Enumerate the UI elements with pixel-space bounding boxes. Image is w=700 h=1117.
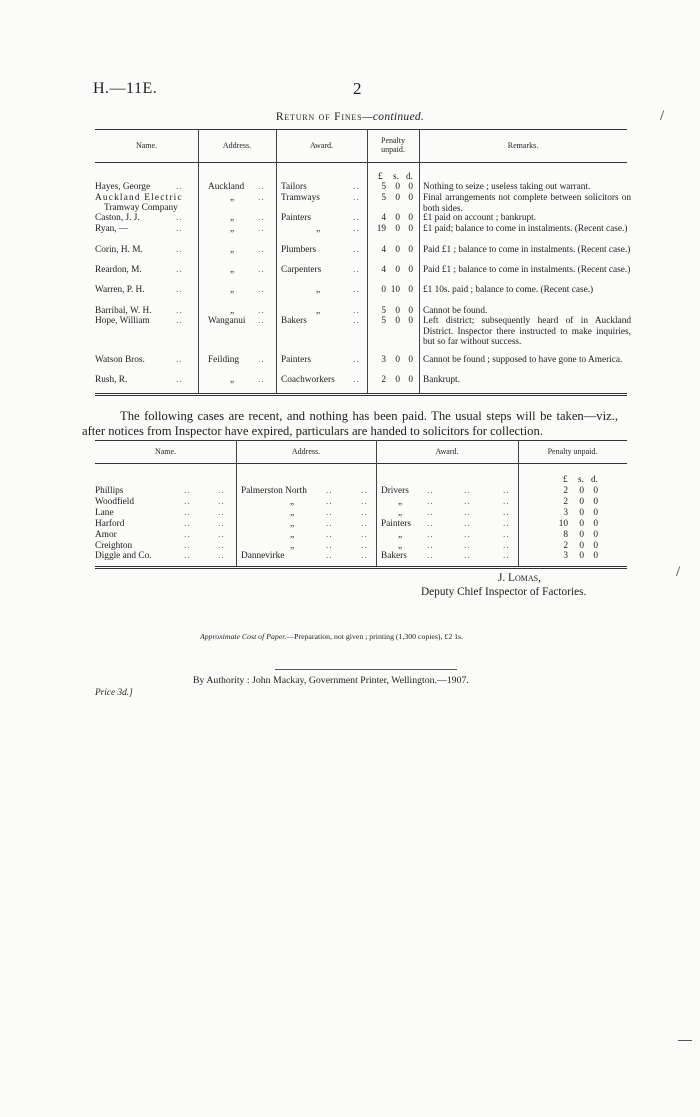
leader-dots: .. [218,529,225,540]
signatory-name [498,572,541,584]
fine-award: Plumbers [281,245,317,255]
leader-dots: .. [176,213,183,223]
fine-remarks: Cannot be found. [423,306,488,316]
penalty-shillings: 0 [395,182,400,192]
leader-dots: .. [184,486,191,496]
fine-name: Auckland Electric [95,193,183,203]
penalty-pence: 0 [408,316,413,326]
penalty-shillings: 0 [395,375,400,385]
fine-remarks: Cannot be found ; supposed to have gone to America. [423,355,623,365]
column-header-address: Address. [291,447,321,456]
fine-name: Corin, H. M. [95,245,143,255]
leader-dots: .. [353,182,360,192]
fine-remarks: £1 paid; balance to come in instalments. (Recent case.) [423,224,628,234]
penalty-pounds: 10 [558,518,568,529]
leader-dots: .. [176,224,183,234]
penalty-pence: 0 [408,375,413,385]
currency-pence: d. [406,172,413,182]
leader-dots: .. [427,540,434,551]
fine-award: Bakers [281,316,307,326]
column-header-name: Name. [154,447,177,456]
case-name: Creighton [95,540,133,551]
fine-name: Barribal, W. H. [95,306,152,316]
leader-dots: .. [258,245,265,255]
case-address: „ [290,540,295,551]
leader-dots: .. [258,306,265,316]
leader-dots: .. [361,486,368,496]
fine-remarks: Bankrupt. [423,375,460,385]
penalty-pounds: 8 [563,529,568,540]
penalty-header-line2: unpaid. [381,145,405,154]
case-address: „ [290,529,295,540]
page-title [0,111,700,123]
leader-dots: .. [464,518,471,529]
penalty-shillings: 0 [579,551,584,562]
fine-remarks: Nothing to seize ; useless taking out warrant. [423,182,591,192]
column-header-award: Award. [309,141,334,150]
leader-dots: .. [176,265,183,275]
leader-dots: .. [218,540,225,551]
leader-dots: .. [176,316,183,326]
penalty-shillings: 0 [395,355,400,365]
penalty-pounds: 19 [376,224,386,234]
column-header-penalty [367,136,419,154]
penalty-shillings: 0 [579,496,584,507]
fine-remarks: Paid £1 ; balance to come in instalments. (Recent case.) [423,265,631,275]
penalty-pounds: 4 [381,213,386,223]
currency-pounds: £ [563,475,568,485]
penalty-pence: 0 [593,496,598,507]
leader-dots: .. [184,518,191,529]
fine-address: „ [230,245,235,255]
penalty-shillings: 0 [395,265,400,275]
leader-dots: .. [503,507,510,518]
leader-dots: .. [464,496,471,507]
leader-dots: .. [353,224,360,234]
column-divider [419,129,420,393]
fine-award: „ [316,224,321,234]
cases-paragraph: The following cases are recent, and nothing has been paid. The usual steps will be taken—viz., after notices from Inspector have expired, particulars are handed to solicitors for collection. [82,409,618,438]
leader-dots: .. [258,182,265,192]
penalty-pounds: 5 [381,182,386,192]
penalty-pence: 0 [593,486,598,496]
table2-bottom-rule [95,566,627,567]
case-address: Palmerston North [241,486,307,496]
fine-award: Tramways [281,193,320,203]
cost-label: Approximate Cost of Paper. [200,632,287,641]
penalty-pounds: 3 [563,551,568,562]
leader-dots: .. [258,193,265,203]
case-name: Woodfield [95,496,135,507]
leader-dots: .. [361,529,368,540]
fine-name: Hope, William [95,316,150,326]
case-name: Phillips [95,486,124,496]
fine-remarks: Paid £1 ; balance to come in instalments. (Recent case.) [423,245,631,255]
leader-dots: .. [361,551,368,562]
penalty-pence: 0 [593,529,598,540]
leader-dots: .. [184,507,191,518]
leader-dots: .. [464,486,471,496]
leader-dots: .. [353,375,360,385]
fine-name: Ryan, — [95,224,129,234]
printer-authority: By Authority : John Mackay, Government Printer, Wellington.—1907. [193,675,469,686]
penalty-shillings: 0 [395,224,400,234]
leader-dots: .. [361,507,368,518]
penalty-shillings: 0 [579,507,584,518]
penalty-shillings: 0 [395,245,400,255]
penalty-pence: 0 [593,518,598,529]
fine-award: „ [316,285,321,295]
penalty-pence: 0 [408,245,413,255]
page-number: 2 [353,79,362,98]
leader-dots: .. [353,265,360,275]
fine-address: Wanganui [208,316,246,326]
leader-dots: .. [258,213,265,223]
fine-name: Warren, P. H. [95,285,145,295]
fine-address: „ [230,224,235,234]
leader-dots: .. [176,245,183,255]
fine-name: Watson Bros. [95,355,145,365]
document-reference: H.—11E. [93,80,158,97]
penalty-pence: 0 [408,224,413,234]
price: Price 3d.] [95,688,133,698]
leader-dots: .. [353,245,360,255]
penalty-pence: 0 [408,306,413,316]
fine-address: „ [230,213,235,223]
leader-dots: .. [353,316,360,326]
cost-of-paper [200,632,463,641]
leader-dots: .. [218,551,225,562]
edge-mark [678,1040,692,1041]
margin-mark: / [676,564,681,580]
leader-dots: .. [218,486,225,496]
leader-dots: .. [326,496,333,507]
column-header-address: Address. [222,141,252,150]
leader-dots: .. [353,285,360,295]
leader-dots: .. [353,213,360,223]
table-bottom-rule-double [95,395,627,396]
leader-dots: .. [503,540,510,551]
fine-remarks: Left district; subsequently heard of in Auckland District. Inspector there instructed to make inquiries, but so far without success. [423,316,631,348]
leader-dots: .. [361,540,368,551]
penalty-pence: 0 [408,285,413,295]
column-divider [367,129,368,393]
leader-dots: .. [176,306,183,316]
fine-name: Rush, R. [95,375,128,385]
fine-name: Caston, J. J. [95,213,140,223]
margin-mark: / [660,108,665,124]
penalty-shillings: 0 [579,529,584,540]
case-name: Diggle and Co. [95,551,152,562]
leader-dots: .. [184,551,191,562]
penalty-shillings: 0 [395,316,400,326]
leader-dots: .. [326,540,333,551]
penalty-shillings: 0 [395,213,400,223]
column-divider [198,129,199,393]
leader-dots: .. [503,496,510,507]
leader-dots: .. [326,507,333,518]
leader-dots: .. [326,551,333,562]
leader-dots: .. [184,540,191,551]
leader-dots: .. [427,518,434,529]
fine-address: Feilding [208,355,239,365]
column-header-name: Name. [135,141,158,150]
case-award: „ [398,507,403,518]
fine-name-continued: Tramway Company [104,203,178,213]
penalty-pounds: 5 [381,306,386,316]
leader-dots: .. [427,551,434,562]
leader-dots: .. [184,529,191,540]
fine-name: Hayes, George [95,182,151,192]
signatory-name-text: J. Lomas, [498,572,541,584]
penalty-pence: 0 [593,540,598,551]
leader-dots: .. [353,193,360,203]
currency-shillings: s. [393,172,399,182]
column-divider [518,440,519,566]
case-address: „ [290,496,295,507]
leader-dots: .. [464,540,471,551]
leader-dots: .. [464,529,471,540]
leader-dots: .. [353,306,360,316]
penalty-pounds: 2 [563,496,568,507]
fine-name: Reardon, M. [95,265,142,275]
leader-dots: .. [184,496,191,507]
fine-address: „ [230,285,235,295]
fine-award: Tailors [281,182,307,192]
penalty-shillings: 0 [579,486,584,496]
fine-address: Auckland [208,182,245,192]
leader-dots: .. [258,265,265,275]
column-header-remarks: Remarks. [507,141,539,150]
leader-dots: .. [258,316,265,326]
leader-dots: .. [258,285,265,295]
fine-award: Painters [281,355,311,365]
penalty-shillings: 0 [579,540,584,551]
fine-award: Coachworkers [281,375,335,385]
leader-dots: .. [427,496,434,507]
penalty-header-line1: Penalty [381,136,405,145]
penalty-pounds: 2 [381,375,386,385]
table-top-rule [95,129,627,130]
table2-top-rule [95,440,627,441]
penalty-pounds: 4 [381,245,386,255]
fine-remarks: £1 paid on account ; bankrupt. [423,213,537,223]
footer-rule [275,669,457,670]
penalty-shillings: 0 [395,193,400,203]
leader-dots: .. [326,486,333,496]
leader-dots: .. [176,375,183,385]
penalty-shillings: 0 [395,306,400,316]
cost-text: —Preparation, not given ; printing (1,300 copies), £2 1s. [286,632,464,641]
leader-dots: .. [258,355,265,365]
column-header-penalty: Penalty unpaid. [547,447,598,456]
penalty-pence: 0 [593,507,598,518]
case-award: „ [398,529,403,540]
case-award: Bakers [381,551,407,562]
penalty-pence: 0 [593,551,598,562]
currency-pence: d. [591,475,598,485]
leader-dots: .. [326,518,333,529]
leader-dots: .. [218,496,225,507]
column-divider [376,440,377,566]
case-award: Painters [381,518,411,529]
penalty-shillings: 0 [579,518,584,529]
penalty-pounds: 5 [381,193,386,203]
case-award: „ [398,540,403,551]
leader-dots: .. [258,224,265,234]
penalty-pounds: 3 [381,355,386,365]
table-bottom-rule [95,393,627,394]
table2-header-rule [95,463,627,464]
fine-address: „ [230,306,235,316]
leader-dots: .. [503,551,510,562]
fine-award: „ [316,306,321,316]
table2-bottom-rule-double [95,568,627,569]
leader-dots: .. [218,507,225,518]
currency-pounds: £ [378,172,383,182]
leader-dots: .. [218,518,225,529]
case-award: „ [398,496,403,507]
signatory-title: Deputy Chief Inspector of Factories. [421,586,587,598]
penalty-pence: 0 [408,193,413,203]
leader-dots: .. [427,486,434,496]
column-divider [236,440,237,566]
title-suffix: —continued. [362,111,425,123]
case-address: „ [290,507,295,518]
case-address: „ [290,518,295,529]
penalty-pounds: 0 [381,285,386,295]
leader-dots: .. [176,355,183,365]
leader-dots: .. [176,182,183,192]
case-name: Harford [95,518,125,529]
case-name: Lane [95,507,114,518]
leader-dots: .. [361,496,368,507]
leader-dots: .. [427,507,434,518]
leader-dots: .. [503,486,510,496]
penalty-pounds: 2 [563,540,568,551]
penalty-pence: 0 [408,213,413,223]
penalty-shillings: 10 [390,285,400,295]
leader-dots: .. [361,518,368,529]
leader-dots: .. [464,507,471,518]
table-header-rule [95,162,627,163]
currency-shillings: s. [578,475,584,485]
leader-dots: .. [464,551,471,562]
leader-dots: .. [258,375,265,385]
leader-dots: .. [503,518,510,529]
penalty-pounds: 2 [563,486,568,496]
fine-award: Painters [281,213,311,223]
case-address: Dannevirke [241,551,285,562]
penalty-pounds: 4 [381,265,386,275]
case-award: Drivers [381,486,409,496]
column-divider [276,129,277,393]
fine-address: „ [230,193,235,203]
fine-address: „ [230,375,235,385]
penalty-pence: 0 [408,355,413,365]
fine-award: Carpenters [281,265,322,275]
penalty-pounds: 3 [563,507,568,518]
fine-address: „ [230,265,235,275]
fine-remarks: £1 10s. paid ; balance to come. (Recent case.) [423,285,594,295]
title-prefix: Return of Fines [275,111,363,123]
fine-remarks: Final arrangements not complete between solicitors on both sides. [423,193,631,214]
leader-dots: .. [176,285,183,295]
leader-dots: .. [427,529,434,540]
case-name: Amor [95,529,117,540]
leader-dots: .. [326,529,333,540]
penalty-pounds: 5 [381,316,386,326]
penalty-pence: 0 [408,182,413,192]
column-header-award: Award. [435,447,459,456]
leader-dots: .. [503,529,510,540]
leader-dots: .. [353,355,360,365]
penalty-pence: 0 [408,265,413,275]
